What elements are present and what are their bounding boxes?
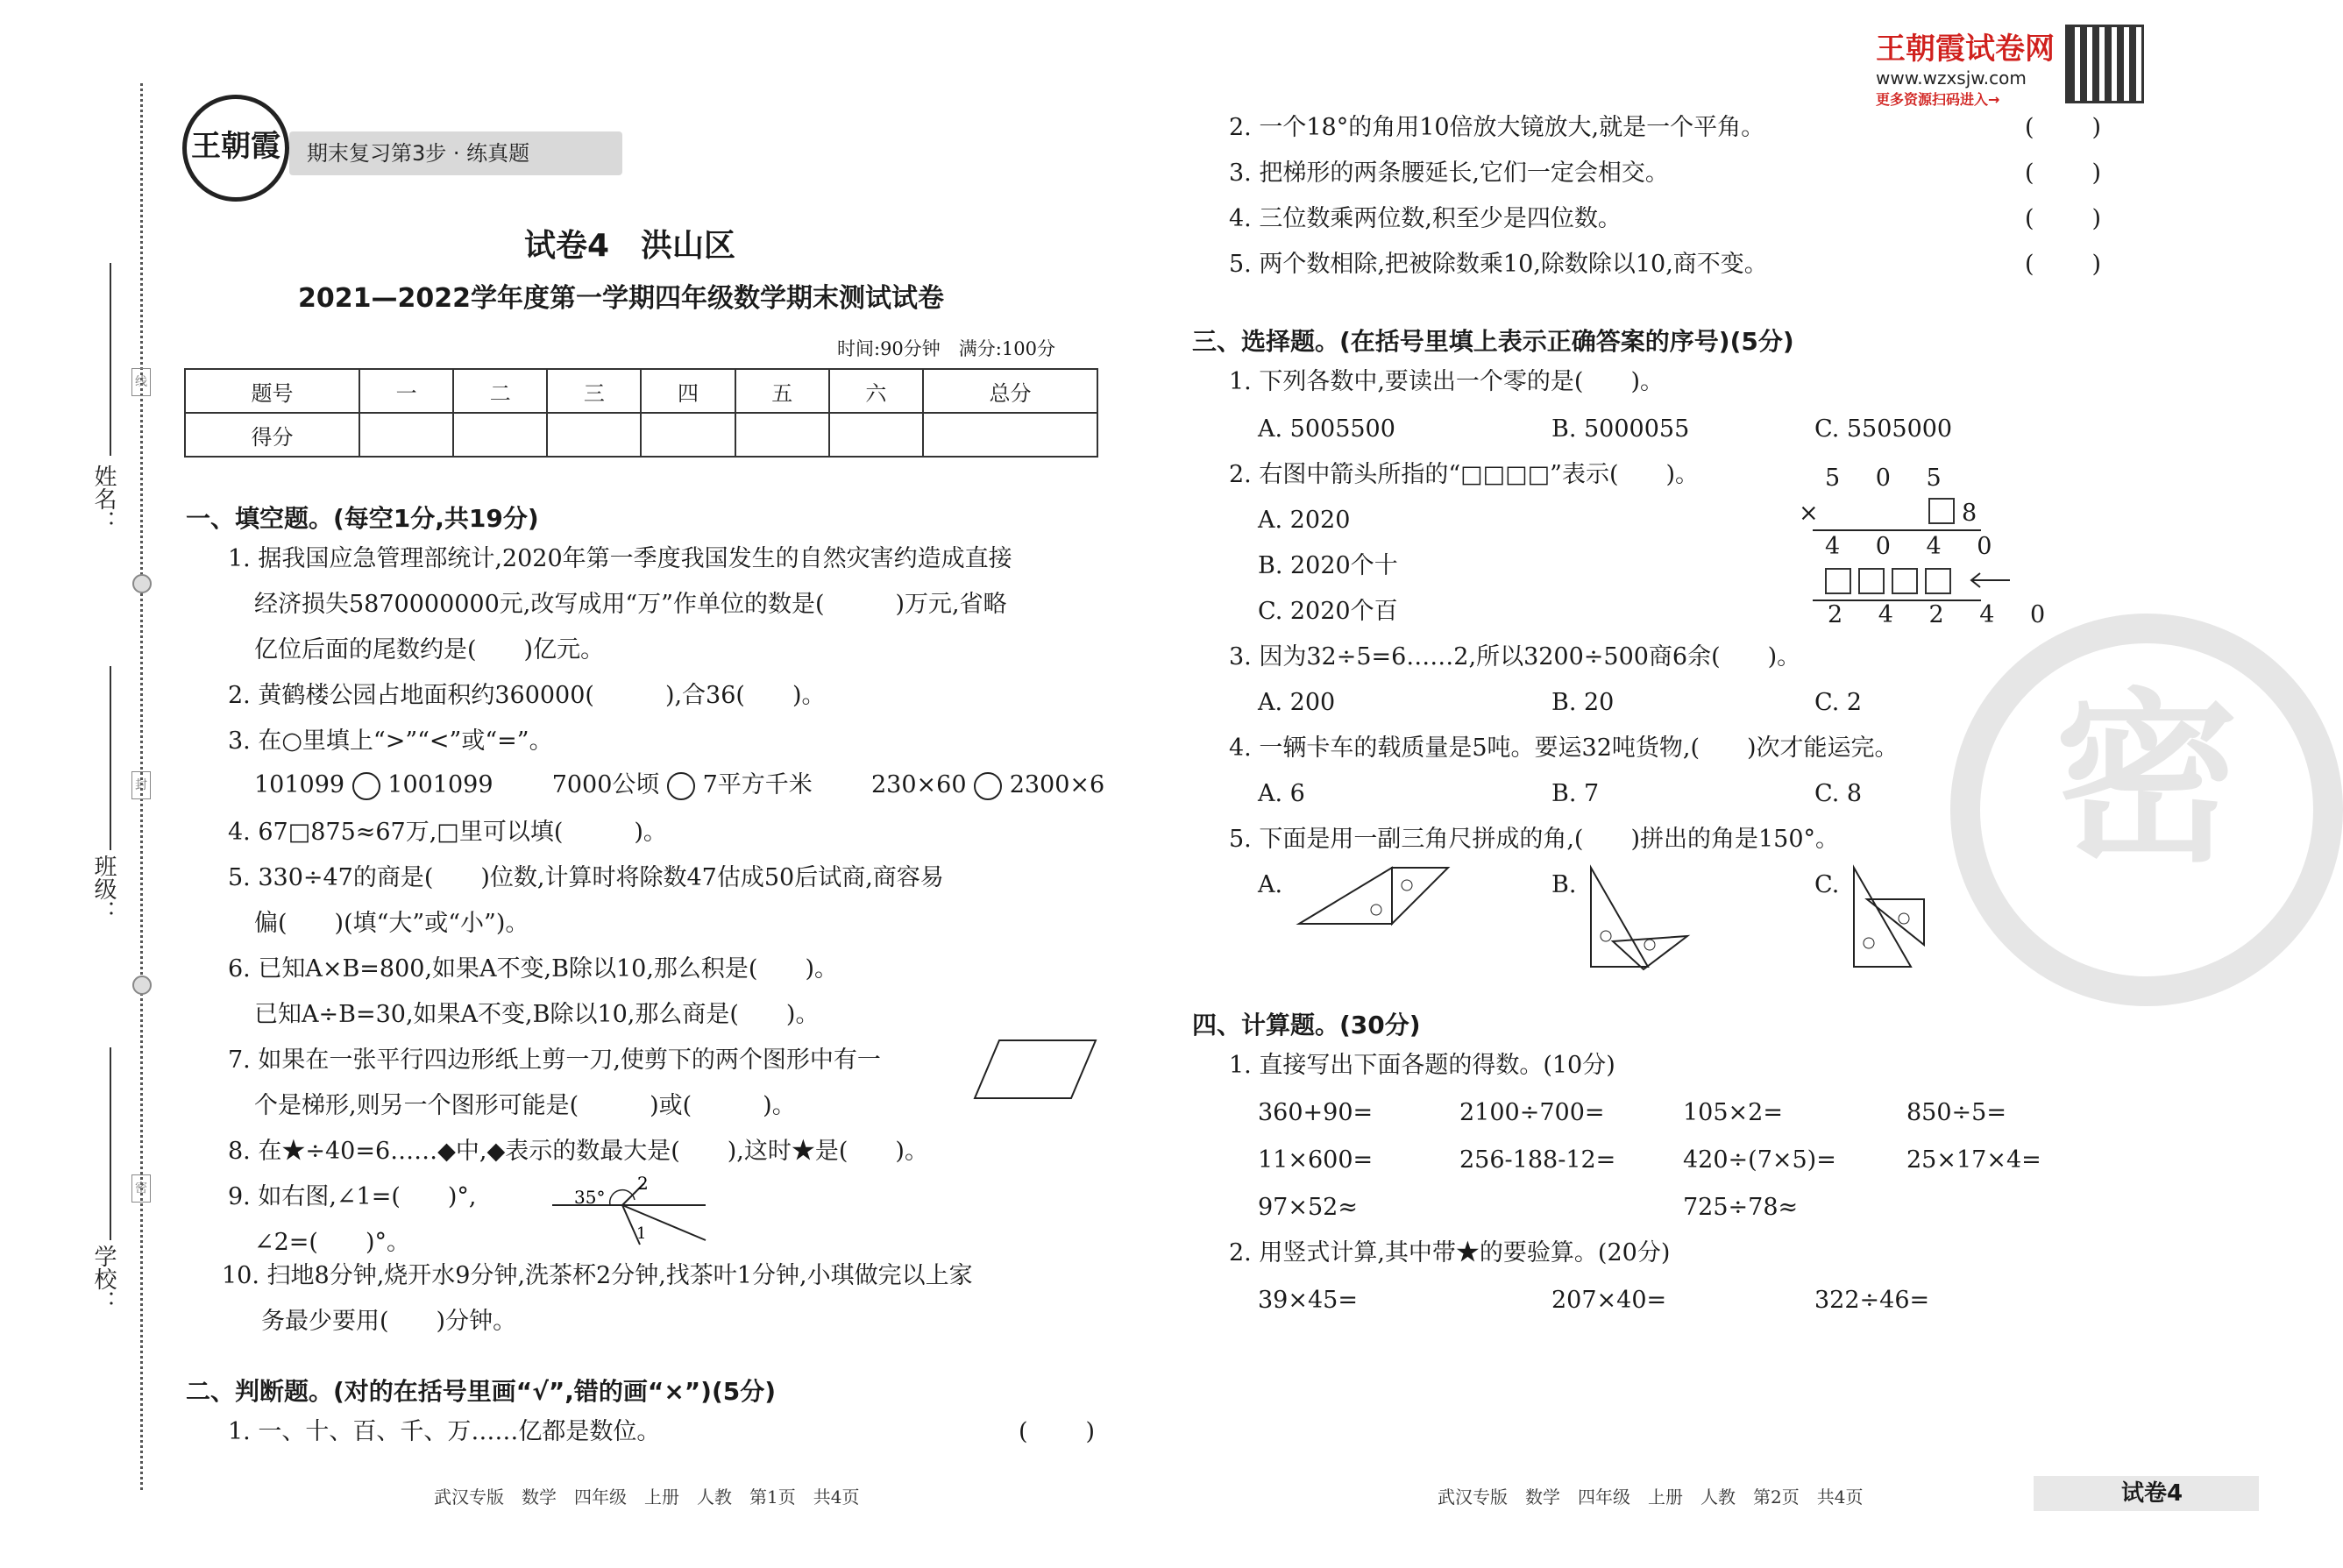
answer-paren[interactable]: ( ) [2025,114,2105,141]
vertical-calc-line [1813,529,1981,531]
calc-item[interactable]: 105×2= [1683,1099,1783,1126]
choice-option[interactable]: B. 20 [1551,689,1615,716]
judge-question: 4. 三位数乘两位数,积至少是四位数。 [1229,205,1622,232]
vertical-calc-row: 2 4 2 4 0 [1828,601,2060,628]
choice-option[interactable]: C. 8 [1814,780,1863,807]
score-input-cell[interactable] [359,413,453,457]
answer-paren[interactable]: ( ) [2025,251,2105,278]
choice-option[interactable]: C. 2020个百 [1258,598,1398,625]
paper-title: 试卷4 洪山区 [524,228,736,264]
brand-slogan: 更多资源扫码进入→ [1876,91,2000,108]
calc-item[interactable]: 360+90= [1258,1099,1374,1126]
compare-row [254,771,1104,800]
calc-item[interactable]: 322÷46= [1814,1287,1930,1314]
seal-char: 线 [131,368,151,396]
table-cell: 总分 [923,369,1097,413]
compare-item: 1001099 [387,771,493,798]
question-text: 7. 如果在一张平行四边形纸上剪一刀,使剪下的两个图形中有一 [228,1047,881,1074]
choice-option[interactable]: C. 5505000 [1814,415,1953,443]
table-cell: 六 [829,369,923,413]
class-label: 班级： [90,855,117,923]
calc-item[interactable]: 97×52≈ [1258,1194,1358,1221]
choice-option[interactable]: B. 5000055 [1551,415,1690,443]
choice-question: 3. 因为32÷5=6……2,所以3200÷500商6余( )。 [1229,643,1801,670]
compare-circle[interactable] [352,772,380,800]
triangle-set-c [1850,866,1928,971]
school-label: 学校： [90,1245,117,1313]
score-row [185,413,1097,457]
section-heading: 四、计算题。(30分) [1192,1011,1421,1039]
vertical-calc-row: 8 [1962,500,1977,527]
brand-logo [182,95,289,202]
calc-item[interactable]: 850÷5= [1906,1099,2006,1126]
score-input-cell[interactable] [735,413,829,457]
score-input-cell[interactable] [829,413,923,457]
compare-item: 7平方千米 [702,771,813,798]
choice-question: 1. 下列各数中,要读出一个零的是( )。 [1229,368,1664,395]
vertical-calc-row: 4 0 4 0 [1825,533,2006,560]
question-text: 经济损失5870000000元,改写成用“万”作单位的数是( )万元,省略 [254,591,1007,618]
answer-paren[interactable]: ( ) [2025,205,2105,232]
calc-item[interactable]: 11×600= [1258,1146,1374,1174]
choice-question: 5. 下面是用一副三角尺拼成的角,( )拼出的角是150°。 [1229,826,1840,853]
choice-question: 4. 一辆卡车的载质量是5吨。要运32吨货物,( )次才能运完。 [1229,734,1899,762]
compare-circle[interactable] [667,772,695,800]
brand-block [1876,25,2055,109]
choice-option[interactable]: A. 2020 [1258,507,1351,534]
question-text: 5. 330÷47的商是( )位数,计算时将除数47估成50后试商,商容易 [228,864,944,891]
question-text: 9. 如右图,∠1=( )°, [228,1183,477,1210]
question-text: 6. 已知A×B=800,如果A不变,B除以10,那么积是( )。 [228,955,838,983]
question-text: 4. 67□875≈67万,□里可以填( )。 [228,819,667,846]
score-table [184,368,1098,458]
page-footer-right: 武汉专版 数学 四年级 上册 人教 第2页 共4页 [1438,1486,1864,1508]
answer-paren[interactable]: ( ) [2025,160,2105,187]
review-banner: 期末复习第3步 · 练真题 [289,131,622,175]
table-cell: 二 [453,369,547,413]
vertical-calc-times: × [1799,500,1819,527]
score-input-cell[interactable] [547,413,641,457]
question-text: 1. 据我国应急管理部统计,2020年第一季度我国发生的自然灾害约造成直接 [228,545,1012,572]
paper-tag-label: 试卷4 [2121,1480,2183,1507]
table-cell: 五 [735,369,829,413]
question-text: 8. 在★÷40=6……◆中,◆表示的数最大是( ),这时★是( )。 [228,1138,928,1165]
binding-hole-icon [132,976,152,995]
score-input-cell[interactable] [641,413,735,457]
angle-label: 35° [574,1187,606,1208]
question-text: ∠2=( )°。 [254,1229,410,1256]
calc-item[interactable]: 256-188-12= [1459,1146,1616,1174]
brand-url[interactable]: www.wzxsjw.com [1876,67,2027,89]
compare-item: 101099 [254,771,345,798]
vertical-calc-blank [1928,496,1955,524]
page-footer-left: 武汉专版 数学 四年级 上册 人教 第1页 共4页 [434,1486,860,1508]
section-heading: 三、选择题。(在括号里填上表示正确答案的序号)(5分) [1192,327,1794,356]
calc-item[interactable]: 25×17×4= [1906,1146,2041,1174]
calc-item[interactable]: 420÷(7×5)= [1683,1146,1836,1174]
seal-char: 封 [131,771,151,799]
calc-question: 1. 直接写出下面各题的得数。(10分) [1229,1052,1615,1079]
name-label: 姓名： [90,465,117,533]
score-input-cell[interactable] [453,413,547,457]
judge-question: 1. 一、十、百、千、万……亿都是数位。 [228,1418,661,1445]
section-heading: 二、判断题。(对的在括号里画“√”,错的画“×”)(5分) [186,1377,777,1406]
section-heading: 一、填空题。(每空1分,共19分) [186,504,539,533]
calc-item[interactable]: 39×45= [1258,1287,1358,1314]
calc-question: 2. 用竖式计算,其中带★的要验算。(20分) [1229,1239,1671,1266]
question-text: 10. 扫地8分钟,烧开水9分钟,洗茶杯2分钟,找茶叶1分钟,小琪做完以上家 [222,1262,973,1289]
choice-option[interactable]: A. [1258,871,1283,898]
question-text: 2. 黄鹤楼公园占地面积约360000( ),合36( )。 [228,682,826,709]
brand-name: 王朝霞试卷网 [1876,32,2055,67]
choice-option[interactable]: B. 2020个十 [1258,552,1398,579]
calc-item[interactable]: 207×40= [1551,1287,1667,1314]
class-blank[interactable] [110,666,111,850]
school-blank[interactable] [110,1047,111,1240]
judge-question: 3. 把梯形的两条腰延长,它们一定会相交。 [1229,160,1669,187]
table-cell: 一 [359,369,453,413]
compare-item: 230×60 [870,771,967,798]
parallelogram-figure [973,1039,1100,1102]
time-score-info: 时间:90分钟 满分:100分 [837,338,1055,359]
choice-option[interactable]: C. [1814,871,1840,898]
table-cell: 四 [641,369,735,413]
choice-option[interactable]: A. 200 [1258,689,1336,716]
choice-question: 2. 右图中箭头所指的“□□□□”表示( )。 [1229,461,1700,488]
logo-text: 王朝霞 [191,129,280,164]
question-text: 已知A÷B=30,如果A不变,B除以10,那么商是( )。 [254,1001,820,1028]
calc-item[interactable]: 2100÷700= [1459,1099,1605,1126]
choice-option[interactable]: A. 5005500 [1258,415,1395,443]
paper-tag [2034,1476,2259,1511]
triangle-set-b [1587,866,1692,971]
paper-subtitle: 2021—2022学年度第一学期四年级数学期末测试试卷 [298,283,944,314]
angle-label: 2 [637,1173,649,1194]
question-text: 3. 在○里填上“>”“<”或“=”。 [228,727,553,755]
name-blank[interactable] [110,263,111,456]
arrow-left-icon [1968,570,2012,591]
qr-code-icon[interactable] [2065,25,2144,103]
seal-char: 密 [131,1174,151,1203]
triangle-set-a [1297,866,1451,927]
table-cell: 三 [547,369,641,413]
choice-option[interactable]: C. 2 [1814,689,1863,716]
compare-item: 2300×6 [1009,771,1105,798]
compare-item: 7000公顷 [551,771,660,798]
calc-item[interactable]: 725÷78≈ [1683,1194,1799,1221]
vertical-calc-row: 5 0 5 [1825,465,1956,492]
choice-option[interactable]: A. 6 [1258,780,1305,807]
binding-hole-icon [132,574,152,593]
table-cell: 得分 [185,413,359,457]
score-input-cell[interactable] [923,413,1097,457]
angle-figure [543,1170,710,1249]
angle-label: 1 [636,1224,647,1243]
judge-question: 2. 一个18°的角用10倍放大镜放大,就是一个平角。 [1229,114,1765,141]
vertical-calc-boxes [1825,566,1958,594]
question-text: 偏( )(填“大”或“小”)。 [254,910,529,937]
judge-question: 5. 两个数相除,把被除数乘10,除数除以10,商不变。 [1229,251,1768,278]
table-cell: 题号 [185,369,359,413]
choice-option[interactable]: B. [1551,871,1577,898]
seal-watermark-icon: 密 [1950,614,2343,1006]
score-header-row [185,369,1097,413]
answer-paren[interactable]: ( ) [1019,1418,1099,1445]
question-text: 个是梯形,则另一个图形可能是( )或( )。 [254,1092,796,1119]
compare-circle[interactable] [974,772,1002,800]
question-text: 亿位后面的尾数约是( )亿元。 [254,636,605,663]
question-text: 务最少要用( )分钟。 [261,1308,517,1335]
choice-option[interactable]: B. 7 [1551,780,1600,807]
